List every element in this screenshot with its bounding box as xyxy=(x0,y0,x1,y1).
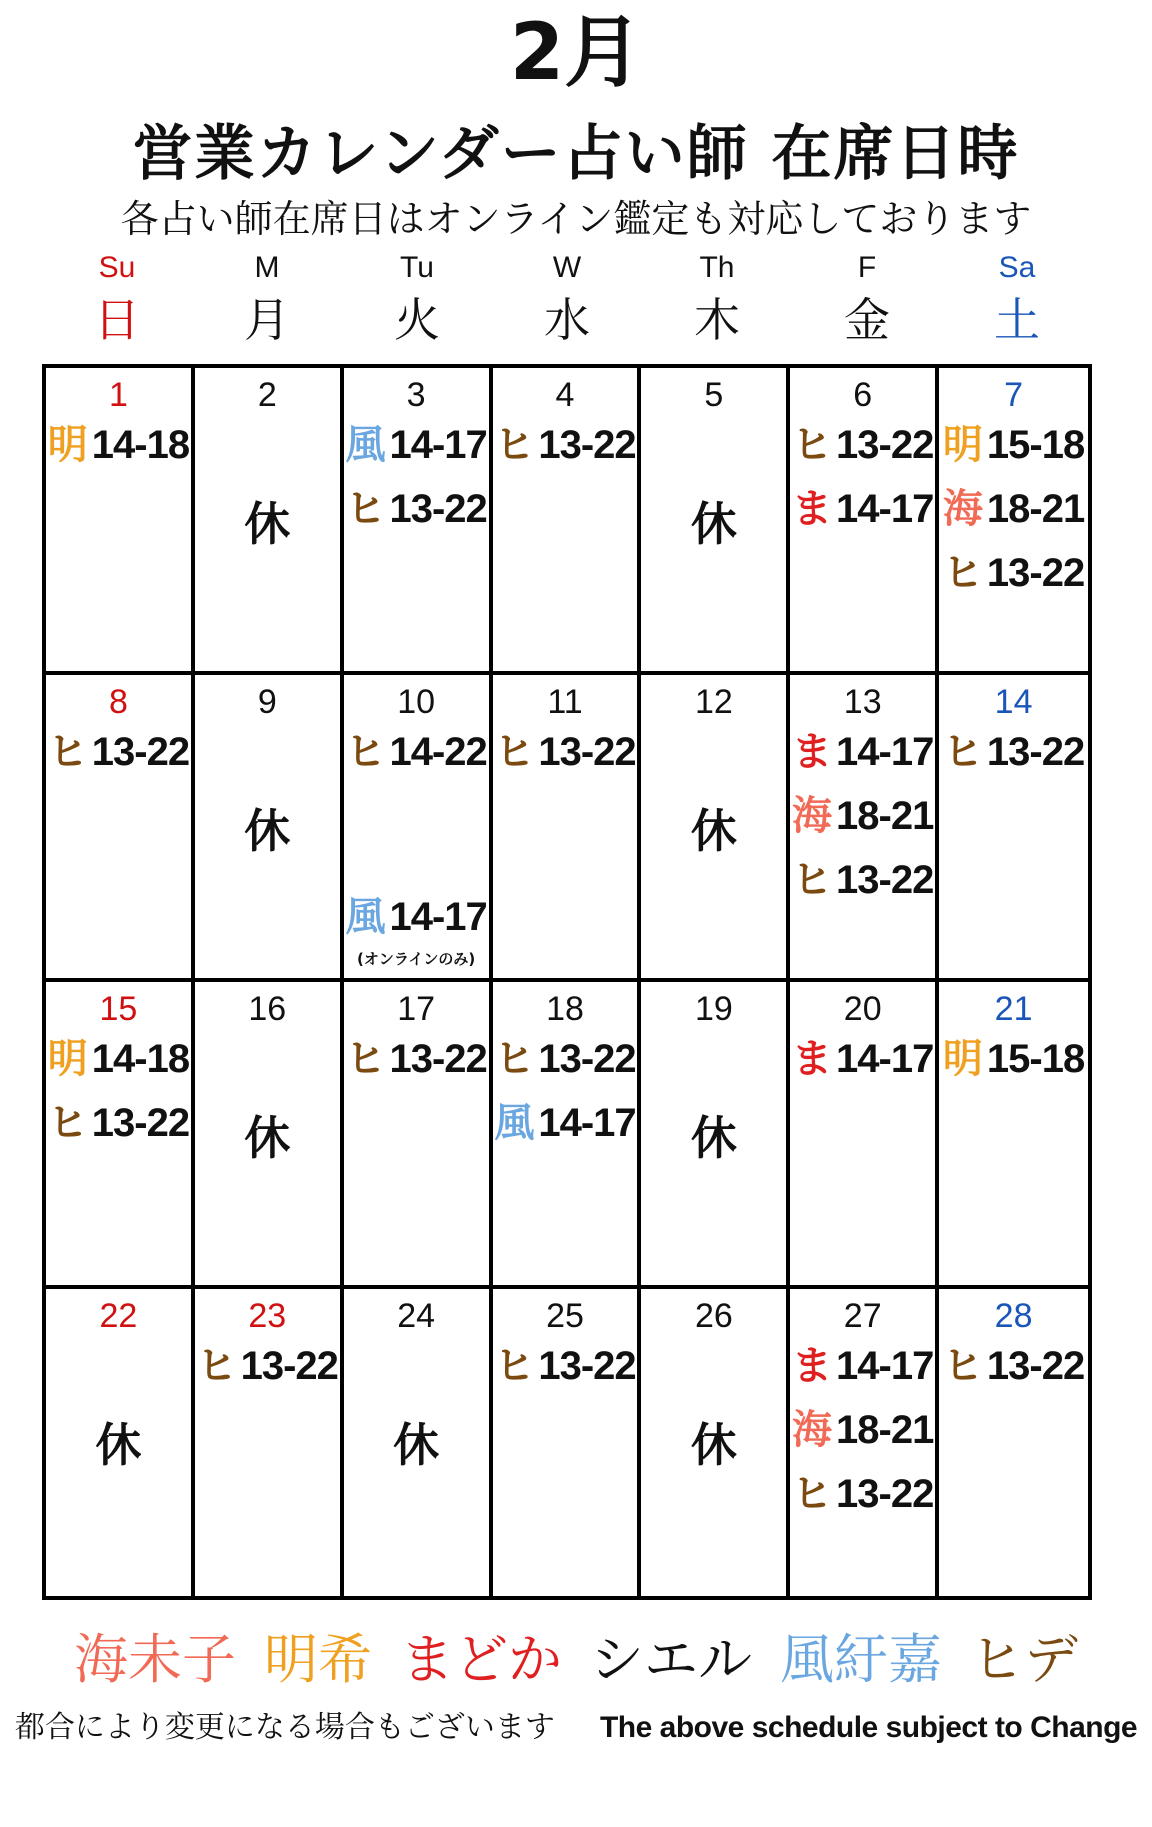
schedule-entry xyxy=(939,548,1088,606)
fortune-teller-mark: 明 xyxy=(942,1036,983,1082)
fortune-teller-mark: ヒ xyxy=(345,729,386,775)
weekday-jp-label: 日 xyxy=(94,293,140,347)
day-cell xyxy=(641,675,790,982)
schedule-time: 13-22 xyxy=(538,1037,636,1081)
closed-label: 休 xyxy=(690,1111,737,1165)
day-number: 25 xyxy=(546,1297,584,1335)
weekday-m xyxy=(192,250,342,348)
schedule-time: 13-22 xyxy=(538,1344,636,1388)
schedule-entry xyxy=(493,1341,638,1399)
day-number: 6 xyxy=(853,376,873,414)
day-cell xyxy=(790,1289,939,1596)
day-number: 16 xyxy=(248,990,287,1028)
day-number: 22 xyxy=(99,1297,138,1335)
schedule-time: 13-22 xyxy=(986,551,1085,595)
fortune-teller-mark: ヒ xyxy=(47,1100,88,1146)
day-cell xyxy=(790,982,939,1289)
weekday-jp-label: 火 xyxy=(394,293,440,347)
day-number: 10 xyxy=(397,683,436,721)
day-number: 19 xyxy=(694,990,733,1028)
footer xyxy=(0,1702,1152,1746)
weekday-en-label: Sa xyxy=(998,251,1036,284)
fortune-teller-mark: ヒ xyxy=(196,1343,237,1389)
fortune-teller-mark: ヒ xyxy=(942,550,983,596)
weekday-jp-label: 金 xyxy=(844,293,890,347)
fortune-teller-mark: ヒ xyxy=(942,729,983,775)
schedule-entry xyxy=(46,1034,191,1092)
footer-note-jp: 都合により変更になる場合もございます xyxy=(14,1710,555,1745)
day-cell xyxy=(344,368,493,675)
weekday-tu xyxy=(342,250,492,348)
closed-label: 休 xyxy=(393,1418,440,1472)
weekday-en-label: Su xyxy=(98,251,136,284)
day-number: 21 xyxy=(994,990,1033,1028)
day-cell xyxy=(344,675,493,982)
legend-item: まどか xyxy=(400,1628,562,1691)
day-cell xyxy=(493,982,642,1289)
schedule-time: 14-17 xyxy=(836,1344,934,1388)
weekday-f xyxy=(792,250,942,348)
day-cell xyxy=(46,368,195,675)
fortune-teller-mark: 風 xyxy=(494,1100,535,1146)
day-number: 3 xyxy=(406,376,426,414)
day-number: 1 xyxy=(108,376,128,414)
weekday-jp-label: 月 xyxy=(244,293,290,347)
online-only-note: (オンラインのみ) xyxy=(357,950,476,968)
schedule-time: 13-22 xyxy=(389,487,487,531)
day-cell xyxy=(195,675,344,982)
schedule-time: 13-22 xyxy=(836,858,934,902)
day-cell xyxy=(939,368,1088,675)
day-number: 17 xyxy=(397,990,436,1028)
schedule-entry xyxy=(939,1341,1088,1399)
footer-note-en: The above schedule subject to Change xyxy=(599,1711,1138,1744)
weekday-en-label: Tu xyxy=(400,251,434,284)
schedule-time: 14-17 xyxy=(836,487,934,531)
schedule-time: 14-17 xyxy=(389,423,487,467)
schedule-entry xyxy=(939,727,1088,785)
fortune-teller-mark: ヒ xyxy=(792,1471,833,1517)
fortune-teller-mark: ま xyxy=(792,1036,833,1082)
fortune-teller-mark: 風 xyxy=(345,894,386,940)
weekday-jp-label: 水 xyxy=(544,293,590,347)
schedule-entry xyxy=(790,1469,935,1527)
day-cell xyxy=(344,982,493,1289)
day-cell xyxy=(641,1289,790,1596)
schedule-time: 18-21 xyxy=(836,1408,934,1452)
day-number: 26 xyxy=(694,1297,733,1335)
fortune-teller-mark: ま xyxy=(792,729,833,775)
legend-item: シエル xyxy=(590,1628,752,1691)
schedule-entry xyxy=(790,855,935,913)
day-number: 8 xyxy=(108,683,128,721)
legend-item: 明希 xyxy=(264,1628,372,1691)
month-title: 2月 xyxy=(509,8,643,98)
schedule-time: 13-22 xyxy=(986,730,1085,774)
day-number: 2 xyxy=(257,376,277,414)
fortune-teller-mark: ま xyxy=(792,1343,833,1389)
fortune-teller-mark: 明 xyxy=(47,1036,88,1082)
day-cell xyxy=(493,675,642,982)
day-cell xyxy=(939,982,1088,1289)
day-cell xyxy=(46,1289,195,1596)
schedule-entry xyxy=(939,420,1088,478)
schedule-entry xyxy=(344,1034,489,1092)
fortune-teller-mark: ヒ xyxy=(792,422,833,468)
fortune-teller-mark: 明 xyxy=(47,422,88,468)
fortune-teller-mark: ヒ xyxy=(345,1036,386,1082)
schedule-time: 13-22 xyxy=(986,1344,1085,1388)
schedule-entry xyxy=(493,727,638,785)
fortune-teller-mark: ヒ xyxy=(792,857,833,903)
fortune-teller-mark: ま xyxy=(792,486,833,532)
weekday-jp-label: 木 xyxy=(694,293,740,347)
fortune-teller-mark: 明 xyxy=(942,422,983,468)
schedule-entry xyxy=(493,1034,638,1092)
closed-label: 休 xyxy=(95,1418,142,1472)
legend-item: 風紆嘉 xyxy=(780,1628,942,1691)
weekday-jp-label: 土 xyxy=(994,293,1040,347)
schedule-entry xyxy=(344,420,489,478)
schedule-time: 14-18 xyxy=(91,1037,190,1081)
day-number: 12 xyxy=(694,683,733,721)
fortune-teller-mark: 海 xyxy=(792,793,833,839)
day-cell xyxy=(641,982,790,1289)
weekday-en-label: M xyxy=(254,251,280,284)
day-cell xyxy=(790,368,939,675)
calendar-grid xyxy=(42,364,1092,1600)
schedule-entry xyxy=(493,420,638,478)
weekday-en-label: Th xyxy=(699,251,735,284)
fortune-teller-mark: 海 xyxy=(942,486,983,532)
day-number: 28 xyxy=(994,1297,1033,1335)
closed-label: 休 xyxy=(690,804,737,858)
schedule-time: 18-21 xyxy=(986,487,1085,531)
schedule-time: 14-22 xyxy=(389,730,487,774)
day-number: 18 xyxy=(546,990,584,1028)
weekday-sa xyxy=(942,250,1092,348)
fortune-teller-mark: 風 xyxy=(345,422,386,468)
schedule-entry xyxy=(939,484,1088,542)
fortune-teller-mark: ヒ xyxy=(494,1343,535,1389)
day-cell xyxy=(195,982,344,1289)
fortune-teller-mark: ヒ xyxy=(494,422,535,468)
fortune-teller-mark: ヒ xyxy=(494,729,535,775)
schedule-entry xyxy=(790,1341,935,1399)
weekday-su xyxy=(42,250,192,348)
closed-label: 休 xyxy=(690,497,737,551)
schedule-time: 14-17 xyxy=(538,1101,636,1145)
day-cell xyxy=(641,368,790,675)
fortune-teller-legend xyxy=(0,1628,1152,1692)
schedule-entry xyxy=(344,892,489,950)
day-cell xyxy=(493,368,642,675)
schedule-time: 14-17 xyxy=(836,1037,934,1081)
schedule-entry xyxy=(939,1034,1088,1092)
weekday-w xyxy=(492,250,642,348)
fortune-teller-mark: 海 xyxy=(792,1407,833,1453)
schedule-time: 18-21 xyxy=(836,794,934,838)
schedule-time: 13-22 xyxy=(91,730,190,774)
schedule-time: 14-17 xyxy=(836,730,934,774)
schedule-entry xyxy=(790,484,935,542)
day-cell xyxy=(195,368,344,675)
calendar-title: 営業カレンダー占い師 在席日時 xyxy=(132,119,1020,189)
schedule-entry xyxy=(493,1098,638,1156)
day-number: 7 xyxy=(1004,376,1024,414)
schedule-entry xyxy=(344,727,489,785)
day-number: 27 xyxy=(843,1297,882,1335)
schedule-time: 13-22 xyxy=(240,1344,338,1388)
schedule-entry xyxy=(790,420,935,478)
schedule-entry xyxy=(46,727,191,785)
schedule-time: 15-18 xyxy=(986,1037,1085,1081)
day-number: 13 xyxy=(843,683,882,721)
legend-item: 海未子 xyxy=(74,1628,236,1691)
fortune-teller-mark: ヒ xyxy=(494,1036,535,1082)
schedule-entry xyxy=(790,727,935,785)
schedule-time: 13-22 xyxy=(538,423,636,467)
day-number: 11 xyxy=(547,683,583,721)
schedule-time: 14-17 xyxy=(389,895,487,939)
online-only-entry xyxy=(344,892,489,968)
schedule-time: 13-22 xyxy=(91,1101,190,1145)
day-cell xyxy=(939,675,1088,982)
schedule-entry xyxy=(790,1034,935,1092)
day-number: 5 xyxy=(704,376,724,414)
day-number: 9 xyxy=(257,683,277,721)
schedule-entry xyxy=(790,1405,935,1463)
day-number: 15 xyxy=(99,990,138,1028)
closed-label: 休 xyxy=(244,804,291,858)
day-number: 24 xyxy=(397,1297,436,1335)
schedule-entry xyxy=(344,484,489,542)
day-number: 20 xyxy=(843,990,882,1028)
closed-label: 休 xyxy=(244,497,291,551)
schedule-time: 13-22 xyxy=(389,1037,487,1081)
day-number: 23 xyxy=(248,1297,287,1335)
day-cell xyxy=(46,982,195,1289)
schedule-entry xyxy=(46,1098,191,1156)
schedule-time: 13-22 xyxy=(836,1472,934,1516)
day-cell xyxy=(46,675,195,982)
day-cell xyxy=(790,675,939,982)
fortune-teller-mark: ヒ xyxy=(942,1343,983,1389)
day-cell xyxy=(344,1289,493,1596)
day-cell xyxy=(195,1289,344,1596)
closed-label: 休 xyxy=(690,1418,737,1472)
day-number: 14 xyxy=(994,683,1033,721)
schedule-entry xyxy=(46,420,191,478)
schedule-time: 14-18 xyxy=(91,423,190,467)
fortune-teller-mark: ヒ xyxy=(345,486,386,532)
fortune-teller-mark: ヒ xyxy=(47,729,88,775)
schedule-time: 13-22 xyxy=(538,730,636,774)
legend-item: ヒデ xyxy=(970,1628,1078,1691)
weekday-th xyxy=(642,250,792,348)
schedule-entry xyxy=(790,791,935,849)
schedule-entry xyxy=(195,1341,340,1399)
calendar-subtitle: 各占い師在席日はオンライン鑑定も対応しております xyxy=(120,197,1032,241)
closed-label: 休 xyxy=(244,1111,291,1165)
day-cell xyxy=(939,1289,1088,1596)
day-cell xyxy=(493,1289,642,1596)
day-number: 4 xyxy=(555,376,575,414)
weekday-en-label: F xyxy=(857,251,877,284)
schedule-time: 15-18 xyxy=(986,423,1085,467)
schedule-time: 13-22 xyxy=(836,423,934,467)
weekday-en-label: W xyxy=(552,251,582,284)
